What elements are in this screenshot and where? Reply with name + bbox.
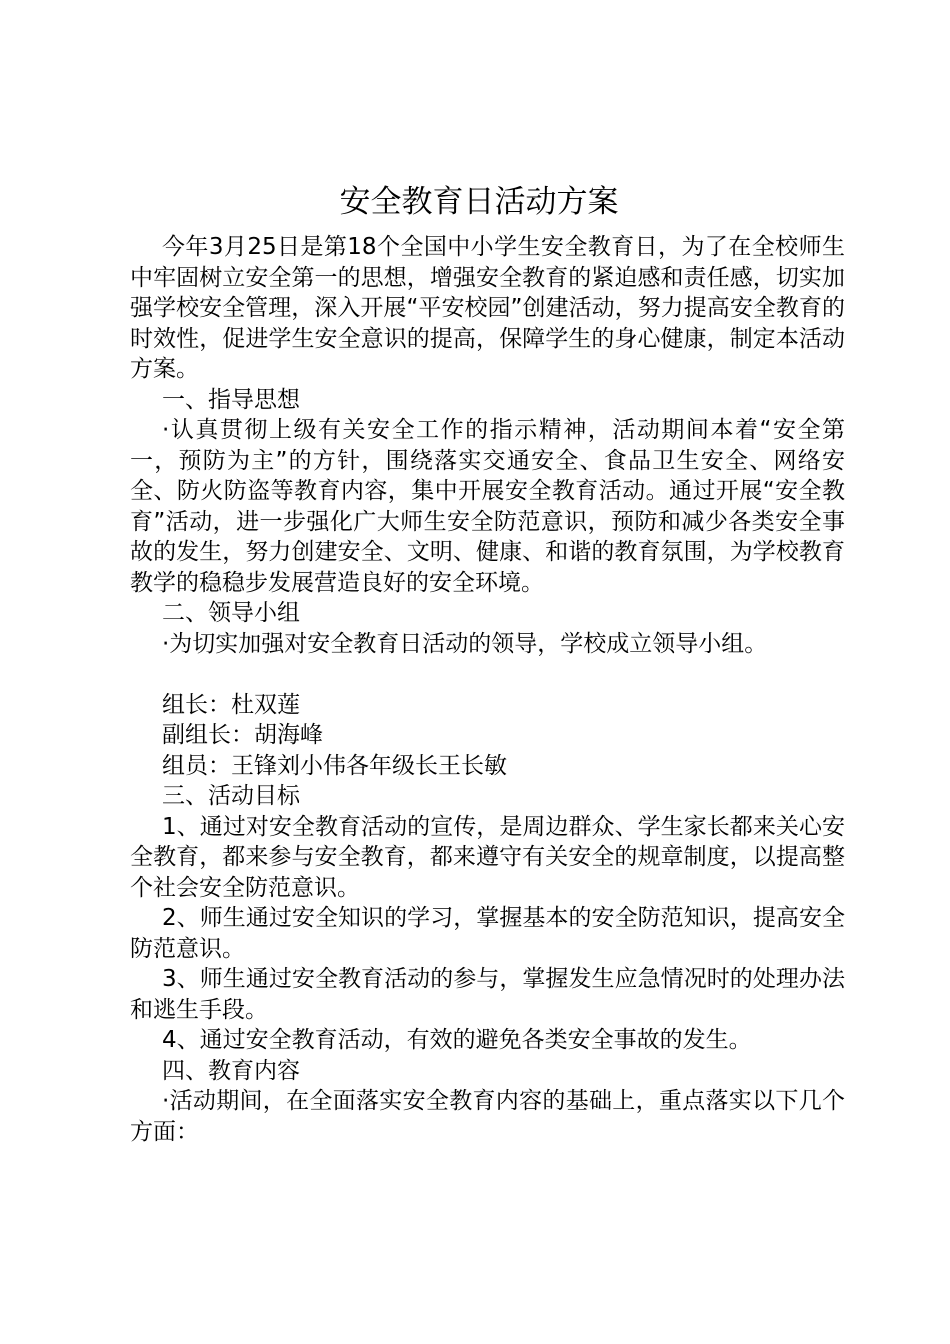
- deputy-leader-line: 副组长：胡海峰: [162, 722, 323, 748]
- goal-item-2: 2、师生通过安全知识的学习，掌握基本的安全防范知识，提高安全防范意识。: [130, 905, 845, 962]
- section-heading-education-content: 四、教育内容: [162, 1057, 300, 1084]
- group-members-line: 组员：王锋刘小伟各年级长王长敏: [162, 752, 507, 779]
- section-heading-activity-goals: 三、活动目标: [162, 783, 300, 809]
- document-body: [130, 232, 845, 1147]
- section-heading-leadership-group: 二、领导小组: [162, 600, 300, 626]
- education-content-paragraph: ·活动期间，在全面落实安全教育内容的基础上，重点落实以下几个方面：: [130, 1088, 845, 1145]
- guiding-thought-paragraph: ·认真贯彻上级有关安全工作的指示精神，活动期间本着“安全第一，预防为主”的方针，围绕落实交通安全、食品卫生安全、网络安全、防火防盗等教育内容，集中开展安全教育活动。通过开展“安全教育”活动，进一步强化广大师生安全防范意识，预防和减少各类安全事故的发生，努力创建安全、文明、健康、和谐的教育氛围，为学校教育教学的稳稳步发展营造良好的安全环境。: [130, 417, 845, 596]
- section-heading-guiding-thought: 一、指导思想: [162, 386, 300, 413]
- group-leader-line: 组长：杜双莲: [162, 691, 300, 718]
- blank-line: [130, 659, 845, 690]
- intro-paragraph: 今年3月25日是第18个全国中小学生安全教育日，为了在全校师生中牢固树立安全第一的思想，增强安全教育的紧迫感和责任感，切实加强学校安全管理，深入开展“平安校园”创建活动，努力提高安全教育的时效性，促进学生安全意识的提高，保障学生的身心健康，制定本活动方案。: [130, 234, 845, 382]
- goal-item-4: 4、通过安全教育活动，有效的避免各类安全事故的发生。: [162, 1027, 752, 1053]
- goal-item-1: 1、通过对安全教育活动的宣传，是周边群众、学生家长都来关心安全教育，都来参与安全教育，都来遵守有关安全的规章制度，以提高整个社会安全防范意识。: [130, 813, 845, 901]
- leadership-group-paragraph: ·为切实加强对安全教育日活动的领导，学校成立领导小组。: [162, 630, 768, 657]
- goal-item-3: 3、师生通过安全教育活动的参与，掌握发生应急情况时的处理办法和逃生手段。: [130, 966, 845, 1023]
- document-title: 安全教育日活动方案: [339, 184, 619, 220]
